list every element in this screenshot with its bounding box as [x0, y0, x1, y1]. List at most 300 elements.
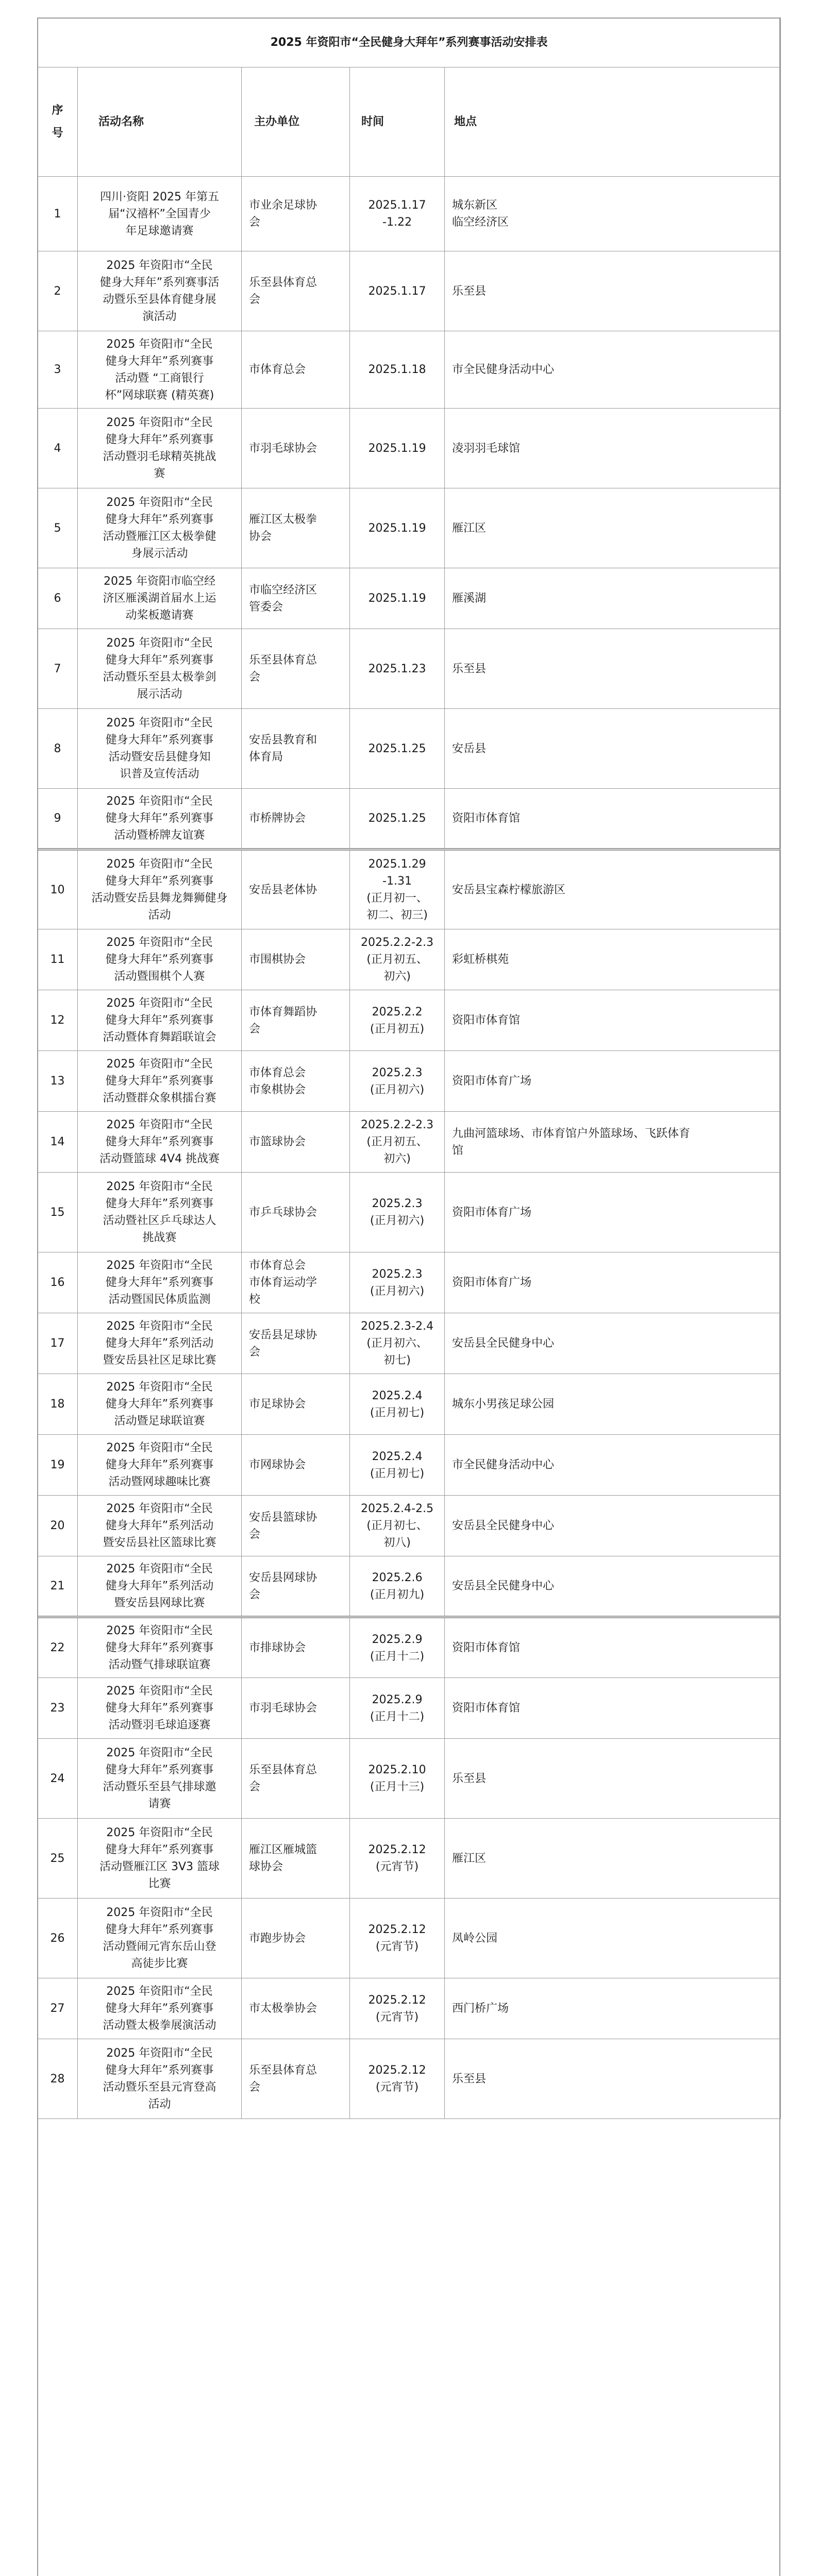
- table-row: [38, 488, 781, 568]
- cell-place: [445, 1819, 781, 1899]
- cell-activity-name: [78, 1252, 242, 1313]
- cell-time-line: 2025.2.4: [372, 1450, 423, 1463]
- cell-activity-name-line: 赛: [154, 467, 165, 480]
- cell-place-line: 资阳市体育广场: [452, 1206, 532, 1219]
- table-row: [38, 1819, 781, 1899]
- cell-host: [242, 488, 350, 568]
- cell-activity-name: [78, 709, 242, 789]
- cell-host-line: 雁江区雁城篮: [249, 1843, 318, 1856]
- cell-activity-name: [78, 1374, 242, 1435]
- table-row: [38, 789, 781, 850]
- cell-place: [445, 1173, 781, 1252]
- cell-host-line: 市体育总会: [249, 363, 306, 376]
- cell-activity-name-line: 健身大拜年”系列活动: [105, 1337, 214, 1350]
- cell-activity-name-line: 健身大拜年”系列赛事: [105, 513, 214, 526]
- cell-time-line: 2025.1.19: [368, 442, 426, 455]
- cell-time: [350, 1978, 445, 2039]
- cell-host: [242, 1978, 350, 2039]
- cell-activity-name-line: 2025 年资阳市“全民: [106, 1502, 213, 1515]
- cell-place: [445, 488, 781, 568]
- cell-activity-name-line: 健身大拜年”系列赛事: [105, 1923, 214, 1936]
- table-row: [38, 1051, 781, 1112]
- cell-activity-name-line: 活动暨乐至县太极拳剑: [103, 671, 216, 684]
- cell-host-line: 安岳县老体协: [249, 883, 318, 896]
- cell-activity-name-line: 活动暨社区乒乓球达人: [103, 1214, 216, 1227]
- cell-activity-name-line: 暨安岳县社区足球比赛: [103, 1354, 216, 1367]
- cell-time-line: 2025.1.17: [368, 199, 426, 212]
- cell-time-line: 2025.2.9: [372, 1633, 423, 1646]
- cell-time-line: -1.22: [382, 216, 412, 229]
- cell-activity-name-line: 2025 年资阳市“全民: [106, 1118, 213, 1131]
- table-row: [38, 929, 781, 990]
- cell-activity-name-line: 活动: [148, 2098, 171, 2111]
- cell-activity-name-line: 健身大拜年”系列赛事: [105, 354, 214, 368]
- cell-activity-name: [78, 1496, 242, 1556]
- cell-activity-name-line: 动暨乐至县体育健身展: [103, 293, 216, 306]
- cell-place: [445, 1899, 781, 1978]
- cell-place-line: 雁江区: [452, 1852, 487, 1865]
- cell-activity-name-line: 2025 年资阳市“全民: [106, 1442, 213, 1454]
- cell-activity-name-line: 活动暨雁江区 3V3 篮球: [99, 1860, 220, 1873]
- header-place: 地点: [445, 67, 781, 177]
- cell-host-line: 市桥牌协会: [249, 812, 306, 825]
- cell-activity-name-line: 活动: [148, 909, 171, 922]
- cell-host: [242, 1051, 350, 1112]
- cell-host-line: 市体育舞蹈协: [249, 1005, 318, 1019]
- header-name: 活动名称: [78, 67, 242, 177]
- cell-seq: 1: [38, 177, 78, 251]
- cell-activity-name-line: 届“汉禧杯”全国青少: [108, 207, 211, 221]
- cell-time-line: (元宵节): [375, 1860, 419, 1873]
- table-row: [38, 1374, 781, 1435]
- cell-place: [445, 177, 781, 251]
- cell-seq: 4: [38, 409, 78, 488]
- cell-time-line: 2025.1.17: [368, 284, 426, 298]
- cell-time-line: (元宵节): [375, 1940, 419, 1953]
- table-row: [38, 1899, 781, 1978]
- cell-host-line: 会: [249, 216, 261, 229]
- cell-time: [350, 1496, 445, 1556]
- cell-time-line: (正月十二): [370, 1710, 425, 1723]
- cell-time-line: 2025.1.18: [368, 363, 426, 376]
- cell-host-line: 乐至县体育总: [249, 1764, 318, 1776]
- cell-activity-name: [78, 331, 242, 409]
- cell-place-line: 安岳县全民健身中心: [452, 1519, 555, 1532]
- cell-place-line: 西门桥广场: [452, 2002, 509, 2015]
- cell-time-line: (正月初九): [370, 1588, 425, 1601]
- cell-activity-name-line: 活动暨国民体质监测: [108, 1293, 211, 1306]
- table-row: [38, 1617, 781, 1678]
- cell-time: [350, 1313, 445, 1374]
- table-row: [38, 409, 781, 488]
- cell-seq: 14: [38, 1112, 78, 1173]
- cell-host: [242, 1374, 350, 1435]
- cell-activity-name-line: 2025 年资阳市“全民: [106, 858, 213, 871]
- cell-host-line: 市业余足球协: [249, 199, 318, 212]
- cell-place-line: 临空经济区: [452, 216, 509, 229]
- cell-time: [350, 1374, 445, 1435]
- cell-seq: 19: [38, 1435, 78, 1496]
- cell-activity-name-line: 活动暨羽毛球精英挑战: [103, 450, 216, 463]
- cell-time-line: 2025.2.3: [372, 1066, 423, 1079]
- cell-activity-name-line: 2025 年资阳市“全民: [106, 1320, 213, 1333]
- cell-host-line: 会: [249, 2081, 261, 2094]
- cell-activity-name-line: 活动暨安岳县舞龙舞狮健身: [91, 892, 228, 905]
- cell-activity-name-line: 健身大拜年”系列赛事: [105, 1702, 214, 1715]
- table-row: [38, 629, 781, 709]
- table-row: [38, 251, 781, 331]
- cell-seq: 22: [38, 1617, 78, 1678]
- cell-host: [242, 1435, 350, 1496]
- cell-host-line: 市排球协会: [249, 1641, 306, 1654]
- cell-activity-name: [78, 251, 242, 331]
- cell-time: [350, 488, 445, 568]
- cell-activity-name: [78, 789, 242, 850]
- cell-activity-name-line: 2025 年资阳市“全民: [106, 2047, 213, 2060]
- cell-place: [445, 850, 781, 929]
- cell-activity-name-line: 2025 年资阳市“全民: [106, 259, 213, 272]
- cell-place-line: 乐至县: [452, 1772, 487, 1785]
- cell-seq: 24: [38, 1739, 78, 1819]
- cell-seq: 26: [38, 1899, 78, 1978]
- cell-place-line: 城东新区: [452, 199, 498, 212]
- cell-activity-name-line: 健身大拜年”系列赛事: [105, 812, 214, 825]
- cell-host-line: 市篮球协会: [249, 1136, 306, 1148]
- table-row: [38, 709, 781, 789]
- cell-time: [350, 1899, 445, 1978]
- cell-time-line: 2025.2.3: [372, 1197, 423, 1210]
- cell-seq: 12: [38, 990, 78, 1051]
- cell-place-line: 乐至县: [452, 662, 487, 675]
- cell-activity-name-line: 活动暨羽毛球追逐赛: [108, 1719, 211, 1732]
- cell-host: [242, 251, 350, 331]
- cell-time-line: (正月初七): [370, 1467, 425, 1480]
- cell-activity-name: [78, 409, 242, 488]
- cell-host-line: 协会: [249, 530, 272, 543]
- cell-place-line: 市全民健身活动中心: [452, 363, 555, 376]
- cell-activity-name-line: 健身大拜年”系列赛事: [105, 2002, 214, 2015]
- cell-activity-name-line: 健身大拜年”系列赛事活: [99, 276, 220, 289]
- cell-time-line: 2025.1.25: [368, 812, 426, 825]
- cell-activity-name-line: 活动暨足球联谊赛: [114, 1415, 205, 1428]
- cell-place: [445, 629, 781, 709]
- cell-place-line: 资阳市体育馆: [452, 1641, 521, 1654]
- cell-activity-name-line: 健身大拜年”系列赛事: [105, 654, 214, 667]
- cell-time-line: 2025.2.3: [372, 1267, 423, 1281]
- cell-activity-name-line: 挑战赛: [142, 1231, 177, 1244]
- cell-activity-name: [78, 488, 242, 568]
- cell-activity-name-line: 健身大拜年”系列赛事: [105, 1398, 214, 1411]
- cell-host-line: 市太极拳协会: [249, 2002, 318, 2015]
- cell-activity-name-line: 健身大拜年”系列赛事: [105, 875, 214, 888]
- cell-activity-name-line: 2025 年资阳市“全民: [106, 997, 213, 1010]
- cell-activity-name-line: 活动暨体育舞蹈联谊会: [103, 1031, 216, 1044]
- cell-activity-name-line: 活动暨气排球联谊赛: [108, 1658, 211, 1671]
- cell-place-line: 乐至县: [452, 284, 487, 298]
- table-row: [38, 1556, 781, 1617]
- cell-time: [350, 1556, 445, 1617]
- cell-time: [350, 1435, 445, 1496]
- cell-place-line: 彩虹桥棋苑: [452, 953, 509, 966]
- cell-seq: 25: [38, 1819, 78, 1899]
- header-row: [38, 67, 781, 177]
- cell-time-line: (正月初五、: [366, 1136, 428, 1148]
- cell-activity-name-line: 健身大拜年”系列赛事: [105, 1641, 214, 1654]
- cell-place: [445, 1617, 781, 1678]
- table-row: [38, 1678, 781, 1739]
- cell-host-line: 校: [249, 1293, 261, 1306]
- cell-time-line: 2025.1.25: [368, 742, 426, 755]
- cell-activity-name-line: 演活动: [142, 310, 177, 323]
- cell-host-line: 乐至县体育总: [249, 654, 318, 667]
- table-row: [38, 1252, 781, 1313]
- cell-activity-name-line: 健身大拜年”系列赛事: [105, 1136, 214, 1148]
- cell-place-line: 安岳县全民健身中心: [452, 1580, 555, 1592]
- cell-time-line: 2025.2.6: [372, 1571, 423, 1584]
- cell-time-line: 初七): [383, 1354, 411, 1367]
- cell-place-line: 凌羽羽毛球馆: [452, 442, 521, 455]
- cell-activity-name-line: 健身大拜年”系列赛事: [105, 1014, 214, 1027]
- cell-seq: 3: [38, 331, 78, 409]
- table-title: 2025 年资阳市“全民健身大拜年”系列赛事活动安排表: [38, 18, 781, 67]
- cell-activity-name-line: 健身大拜年”系列赛事: [105, 433, 214, 446]
- cell-place: [445, 789, 781, 850]
- table-row: [38, 331, 781, 409]
- cell-activity-name-line: 健身大拜年”系列赛事: [105, 1843, 214, 1856]
- cell-activity-name: [78, 1739, 242, 1819]
- cell-activity-name: [78, 850, 242, 929]
- cell-host-line: 安岳县教育和: [249, 734, 318, 747]
- cell-time-line: 初六): [383, 1153, 411, 1165]
- cell-time: [350, 2039, 445, 2119]
- cell-place: [445, 331, 781, 409]
- cell-activity-name-line: 2025 年资阳市“全民: [106, 1381, 213, 1394]
- cell-time-line: 2025.2.2-2.3: [361, 1118, 433, 1131]
- cell-activity-name-line: 暨安岳县社区篮球比赛: [103, 1536, 216, 1549]
- cell-place: [445, 990, 781, 1051]
- cell-time-line: (正月初七): [370, 1406, 425, 1419]
- cell-activity-name: [78, 990, 242, 1051]
- cell-place-line: 乐至县: [452, 2072, 487, 2086]
- table-row: [38, 1978, 781, 2039]
- cell-time: [350, 629, 445, 709]
- cell-host-line: 乐至县体育总: [249, 276, 318, 289]
- cell-seq: 18: [38, 1374, 78, 1435]
- cell-place: [445, 1435, 781, 1496]
- cell-activity-name-line: 暨安岳县网球比赛: [114, 1597, 205, 1609]
- cell-place-line: 安岳县: [452, 742, 487, 755]
- cell-place-line: 安岳县全民健身中心: [452, 1337, 555, 1350]
- cell-activity-name-line: 健身大拜年”系列赛事: [105, 734, 214, 747]
- table-row: [38, 568, 781, 629]
- cell-place: [445, 1112, 781, 1173]
- cell-activity-name-line: 健身大拜年”系列赛事: [105, 1197, 214, 1210]
- cell-place: [445, 1313, 781, 1374]
- cell-host: [242, 1556, 350, 1617]
- cell-time: [350, 409, 445, 488]
- cell-activity-name-line: 健身大拜年”系列赛事: [105, 1075, 214, 1088]
- cell-host-line: 球协会: [249, 1860, 283, 1873]
- cell-host: [242, 1496, 350, 1556]
- cell-host-line: 市体育总会: [249, 1066, 306, 1079]
- cell-activity-name: [78, 1899, 242, 1978]
- cell-time-line: 2025.2.12: [368, 1993, 426, 2007]
- cell-place: [445, 1374, 781, 1435]
- cell-host-line: 会: [249, 1345, 261, 1359]
- cell-activity-name-line: 健身大拜年”系列赛事: [105, 953, 214, 966]
- cell-activity-name-line: 活动暨桥牌友谊赛: [114, 829, 205, 842]
- cell-host: [242, 990, 350, 1051]
- cell-place: [445, 1496, 781, 1556]
- cell-place-line: 九曲河篮球场、市体育馆户外篮球场、飞跃体育: [452, 1127, 691, 1140]
- cell-host-line: 市围棋协会: [249, 953, 306, 966]
- cell-host-line: 会: [249, 1528, 261, 1541]
- header-seq-label: 序 号: [52, 104, 63, 140]
- cell-activity-name-line: 2025 年资阳市“全民: [106, 1985, 213, 1998]
- cell-activity-name-line: 2025 年资阳市“全民: [106, 637, 213, 650]
- cell-time: [350, 331, 445, 409]
- cell-activity-name-line: 健身大拜年”系列赛事: [105, 2064, 214, 2077]
- cell-host: [242, 1112, 350, 1173]
- cell-seq: 15: [38, 1173, 78, 1252]
- cell-seq: 10: [38, 850, 78, 929]
- table-row: [38, 177, 781, 251]
- cell-time: [350, 789, 445, 850]
- cell-activity-name-line: 2025 年资阳市“全民: [106, 1058, 213, 1071]
- cell-activity-name-line: 动桨板邀请赛: [125, 609, 194, 622]
- cell-host-line: 雁江区太极拳: [249, 513, 318, 526]
- cell-time: [350, 990, 445, 1051]
- cell-activity-name: [78, 629, 242, 709]
- cell-activity-name-line: 2025 年资阳市“全民: [106, 1826, 213, 1839]
- cell-host-line: 会: [249, 1022, 261, 1036]
- cell-activity-name: [78, 1051, 242, 1112]
- cell-time: [350, 850, 445, 929]
- cell-activity-name-line: 2025 年资阳市“全民: [106, 416, 213, 429]
- cell-activity-name-line: 识普及宣传活动: [120, 768, 199, 781]
- cell-activity-name: [78, 1678, 242, 1739]
- cell-time: [350, 568, 445, 629]
- cell-host-line: 市羽毛球协会: [249, 1702, 318, 1715]
- cell-activity-name-line: 2025 年资阳市临空经: [104, 575, 215, 588]
- cell-host: [242, 409, 350, 488]
- cell-activity-name-line: 2025 年资阳市“全民: [106, 496, 213, 509]
- cell-seq: 11: [38, 929, 78, 990]
- cell-time: [350, 1819, 445, 1899]
- table-row: [38, 990, 781, 1051]
- cell-time-line: (正月初一、: [366, 892, 428, 905]
- cell-seq: 21: [38, 1556, 78, 1617]
- cell-host-line: 市网球协会: [249, 1459, 306, 1471]
- cell-time-line: 2025.2.4-2.5: [361, 1502, 433, 1515]
- cell-host-line: 体育局: [249, 751, 283, 764]
- cell-activity-name: [78, 1435, 242, 1496]
- cell-time-line: 2025.2.12: [368, 1843, 426, 1856]
- cell-activity-name-line: 高徒步比赛: [131, 1957, 188, 1970]
- cell-time-line: 2025.2.2: [372, 1005, 423, 1019]
- cell-place-line: 资阳市体育广场: [452, 1075, 532, 1088]
- cell-time-line: 2025.2.3-2.4: [361, 1320, 433, 1333]
- cell-activity-name-line: 健身大拜年”系列赛事: [105, 1276, 214, 1289]
- table-row: [38, 1173, 781, 1252]
- cell-host: [242, 1252, 350, 1313]
- cell-activity-name: [78, 2039, 242, 2119]
- cell-time: [350, 1252, 445, 1313]
- cell-activity-name-line: 健身大拜年”系列活动: [105, 1580, 214, 1592]
- cell-seq: 7: [38, 629, 78, 709]
- cell-time-line: (正月初六): [370, 1284, 425, 1298]
- cell-time-line: (正月初五、: [366, 953, 428, 966]
- cell-host-line: 市体育总会: [249, 1259, 306, 1272]
- cell-place-line: 雁溪湖: [452, 592, 487, 605]
- cell-activity-name-line: 比赛: [148, 1877, 171, 1890]
- cell-time-line: 初八): [383, 1536, 411, 1549]
- cell-time-line: (正月初五): [370, 1022, 425, 1036]
- table-row: [38, 1739, 781, 1819]
- cell-place: [445, 929, 781, 990]
- cell-activity-name-line: 健身大拜年”系列赛事: [105, 1764, 214, 1776]
- cell-time-line: 2025.2.2-2.3: [361, 936, 433, 949]
- cell-host-line: 市临空经济区: [249, 583, 318, 597]
- cell-activity-name-line: 身展示活动: [131, 547, 188, 560]
- table-row: [38, 1496, 781, 1556]
- cell-place: [445, 709, 781, 789]
- cell-time-line: (正月初六): [370, 1214, 425, 1227]
- cell-seq: 23: [38, 1678, 78, 1739]
- cell-activity-name-line: 四川·资阳 2025 年第五: [100, 190, 219, 204]
- cell-time-line: 2025.2.9: [372, 1693, 423, 1706]
- cell-place: [445, 1556, 781, 1617]
- cell-activity-name-line: 2025 年资阳市“全民: [106, 1624, 213, 1637]
- cell-seq: 2: [38, 251, 78, 331]
- cell-activity-name: [78, 929, 242, 990]
- cell-activity-name: [78, 177, 242, 251]
- cell-time-line: 2025.2.12: [368, 2064, 426, 2077]
- cell-activity-name-line: 活动暨太极拳展演活动: [103, 2019, 216, 2032]
- cell-activity-name: [78, 1173, 242, 1252]
- cell-time-line: 初二、初三): [366, 909, 428, 922]
- schedule-table: [37, 18, 781, 2119]
- cell-activity-name-line: 2025 年资阳市“全民: [106, 717, 213, 730]
- cell-time-line: (正月初六): [370, 1083, 425, 1096]
- header-host: 主办单位: [242, 67, 350, 177]
- cell-activity-name-line: 活动暨闹元宵东岳山登: [103, 1940, 216, 1953]
- cell-place: [445, 1739, 781, 1819]
- cell-time-line: 2025.1.19: [368, 521, 426, 535]
- cell-activity-name-line: 2025 年资阳市“全民: [106, 1906, 213, 1919]
- cell-host-line: 会: [249, 293, 261, 306]
- cell-host: [242, 331, 350, 409]
- cell-seq: 6: [38, 568, 78, 629]
- cell-host: [242, 1617, 350, 1678]
- cell-time-line: (正月十三): [370, 1781, 425, 1793]
- cell-host-line: 安岳县篮球协: [249, 1511, 318, 1524]
- cell-activity-name-line: 活动暨雁江区太极拳健: [103, 530, 216, 543]
- cell-place-line: 资阳市体育广场: [452, 1276, 532, 1289]
- cell-place: [445, 1678, 781, 1739]
- cell-time-line: 2025.2.10: [368, 1764, 426, 1776]
- header-time: 时间: [350, 67, 445, 177]
- cell-place: [445, 1051, 781, 1112]
- cell-seq: 13: [38, 1051, 78, 1112]
- cell-time: [350, 1617, 445, 1678]
- cell-place-line: 安岳县宝森柠檬旅游区: [452, 883, 566, 896]
- cell-place: [445, 2039, 781, 2119]
- cell-activity-name-line: 2025 年资阳市“全民: [106, 1259, 213, 1272]
- cell-place-line: 城东小男孩足球公园: [452, 1398, 555, 1411]
- cell-host: [242, 1899, 350, 1978]
- cell-activity-name-line: 2025 年资阳市“全民: [106, 337, 213, 351]
